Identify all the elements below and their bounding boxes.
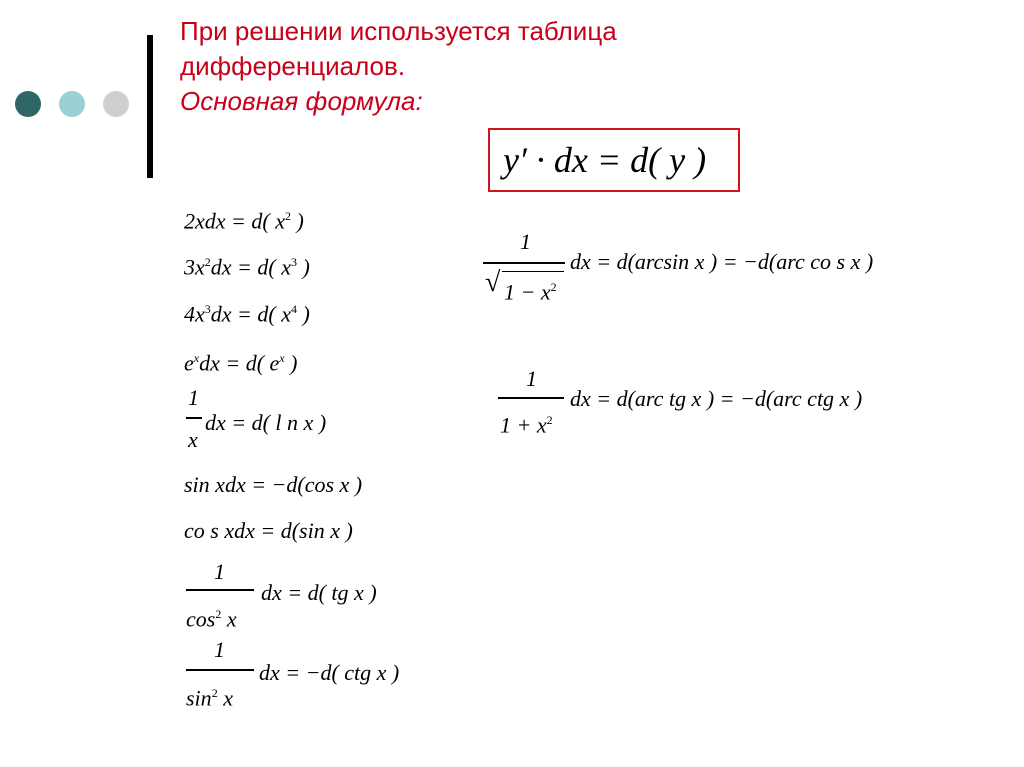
- slide-title: [180, 14, 617, 119]
- formula-2: [184, 249, 310, 280]
- formula-3-c: dx = d( x: [210, 301, 291, 327]
- formula-5-rhs: dx = d( l n x ): [205, 410, 327, 435]
- formula-r2-den-exp: 2: [546, 413, 553, 427]
- formula-5-num: 1: [188, 385, 199, 410]
- formula-9-den-exp: 2: [211, 686, 218, 700]
- formula-6: sin xdx = −d(cos x ): [184, 472, 363, 497]
- formula-r2-den: [500, 407, 553, 438]
- formula-3-end: ): [296, 301, 310, 327]
- formula-1-end: ): [290, 208, 304, 234]
- decor-dot-dark: [15, 91, 41, 117]
- formula-9-den: [186, 680, 233, 711]
- formula-4-a: e: [184, 350, 194, 376]
- formula-4: [184, 345, 297, 376]
- decor-vertical-bar: [147, 35, 153, 178]
- formula-7: co s xdx = d(sin x ): [184, 518, 353, 543]
- formula-r2-rhs: dx = d(arc tg x ) = −d(arc ctg x ): [570, 386, 863, 411]
- formula-4-exp2: x: [279, 351, 285, 365]
- formula-r1-rhs: dx = d(arcsin x ) = −d(arc co s x ): [570, 249, 874, 274]
- formula-8-rhs: dx = d( tg x ): [261, 580, 377, 605]
- formula-9-bar: [186, 669, 254, 671]
- formula-2-c: dx = d( x: [210, 254, 291, 280]
- formula-2-exp1: 2: [204, 255, 211, 269]
- formula-9-num: 1: [214, 637, 225, 662]
- formula-r1-den-exp: 2: [550, 280, 557, 294]
- formula-3: [184, 296, 310, 327]
- formula-9-rhs: dx = −d( ctg x ): [259, 660, 400, 685]
- formula-8-den-a: cos: [186, 606, 216, 632]
- formula-1: [184, 203, 304, 234]
- formula-4-end: ): [284, 350, 298, 376]
- formula-8-num: 1: [214, 559, 225, 584]
- formula-3-a: 4x: [184, 301, 205, 327]
- title-line-1: При решении используется таблица: [180, 16, 617, 46]
- formula-1-exp: 2: [284, 209, 291, 223]
- formula-3-exp1: 3: [204, 302, 211, 316]
- formula-1-lhs: 2xdx = d( x: [184, 208, 285, 234]
- main-formula: y′ · dx = d( y ): [503, 140, 707, 180]
- decor-dot-light: [59, 91, 85, 117]
- formula-8-den: [186, 601, 237, 632]
- title-line-3: Основная формула:: [180, 86, 423, 116]
- formula-8-den-exp: 2: [215, 607, 222, 621]
- formula-4-c: dx = d( e: [199, 350, 280, 376]
- formula-r1-den: [504, 274, 557, 305]
- formula-5-bar: [186, 417, 202, 419]
- formula-r1-num: 1: [520, 229, 531, 254]
- formula-8-bar: [186, 589, 254, 591]
- formula-r2-num: 1: [526, 366, 537, 391]
- formula-2-a: 3x: [184, 254, 205, 280]
- formula-2-exp2: 3: [290, 255, 297, 269]
- formula-2-end: ): [296, 254, 310, 280]
- formula-3-exp2: 4: [290, 302, 297, 316]
- formula-8-den-c: x: [221, 606, 237, 632]
- decor-dot-grey: [103, 91, 129, 117]
- formula-r1-root-bar: [502, 271, 564, 272]
- formula-9-den-c: x: [217, 685, 233, 711]
- formula-r2-bar: [498, 397, 564, 399]
- title-line-2: дифференциалов.: [180, 51, 406, 81]
- formula-4-exp1: x: [193, 351, 200, 365]
- formula-r1-bar: [483, 262, 565, 264]
- formula-r2-den-a: 1 + x: [500, 412, 547, 438]
- formula-9-den-a: sin: [186, 685, 212, 711]
- formula-5-den: x: [188, 427, 198, 452]
- formula-r1-root: √: [485, 267, 501, 298]
- formula-r1-den-a: 1 − x: [504, 279, 551, 305]
